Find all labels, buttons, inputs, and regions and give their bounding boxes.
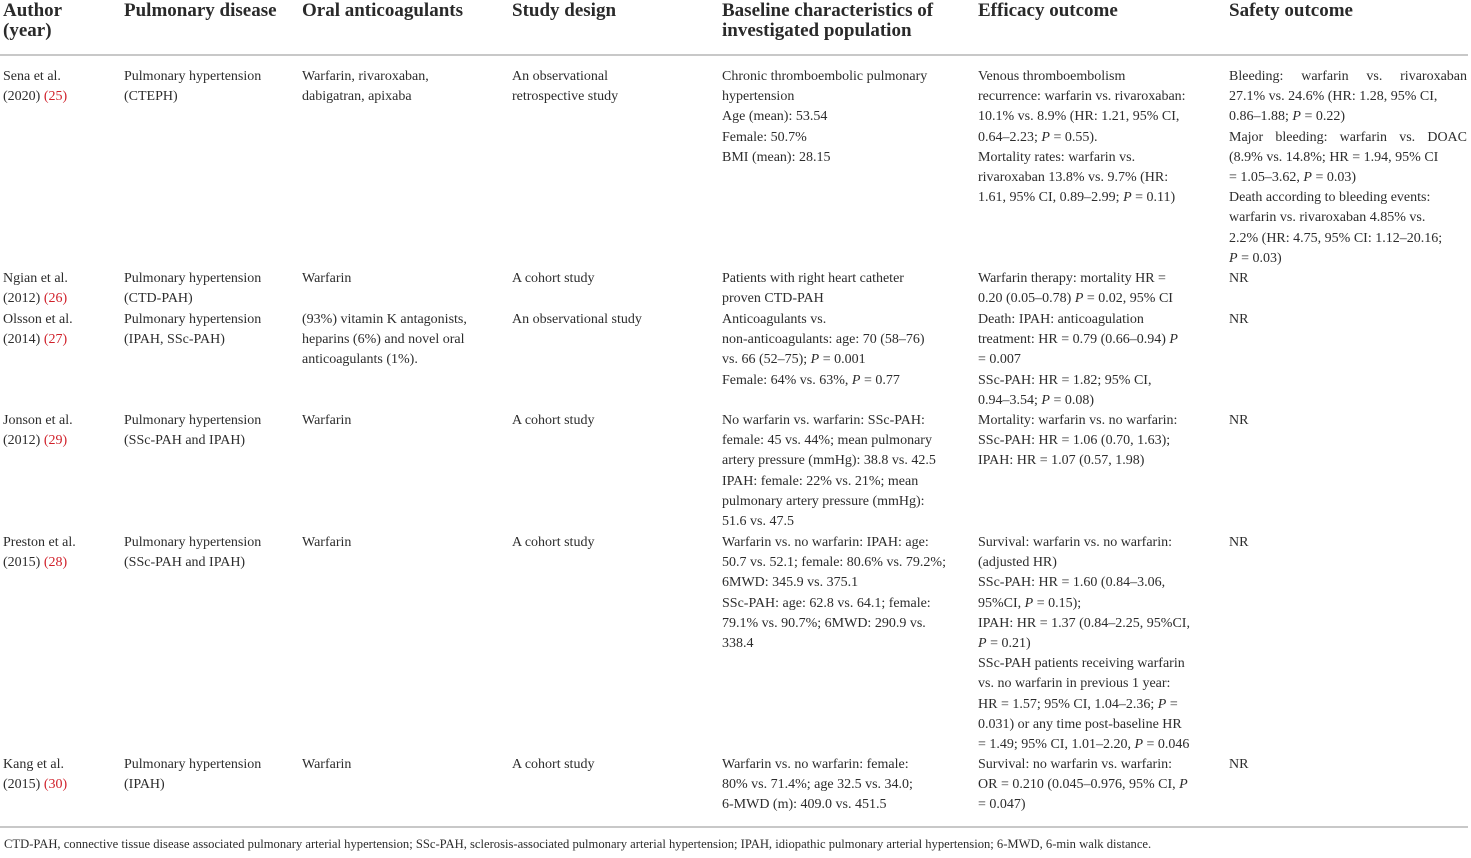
cell-line xyxy=(3,775,67,795)
cell-line xyxy=(3,431,73,451)
cell-line: IPAH: HR = 1.07 (0.57, 1.98) xyxy=(978,453,1145,469)
cell-design xyxy=(512,67,618,107)
cell-line: retrospective study xyxy=(512,89,619,105)
author-year: (2014) xyxy=(3,332,41,348)
cell-line: 95%CI, P = 0.15); xyxy=(978,595,1082,611)
cell-line: = 0.007 xyxy=(978,352,1021,368)
cell-disease xyxy=(124,269,261,309)
cell-line: NR xyxy=(1229,413,1249,428)
reference-link[interactable]: (30) xyxy=(43,777,68,793)
cell-line: female: 45 vs. 44%; mean pulmonary xyxy=(722,433,932,449)
cell-line: Ngian et al. xyxy=(3,271,68,286)
cell-safety xyxy=(1229,411,1248,431)
cell-line: Olsson et al. xyxy=(3,312,73,327)
cell-line: 6-MWD (m): 409.0 vs. 451.5 xyxy=(722,797,887,813)
cell-line: Survival: no warfarin vs. warfarin: xyxy=(978,757,1172,772)
cell-line: Death: IPAH: anticoagulation xyxy=(978,312,1144,327)
cell-line: BMI (mean): 28.15 xyxy=(722,149,831,165)
cell-line: = 1.49; 95% CI, 1.01–2.20, P = 0.046 xyxy=(978,737,1190,753)
cell-line: P = 0.03) xyxy=(1229,250,1282,266)
cell-anticoagulants xyxy=(302,310,467,371)
cell-efficacy xyxy=(978,755,1188,816)
cell-line: rivaroxaban 13.8% vs. 9.7% (HR: xyxy=(978,170,1169,186)
cell-line: 0.64–2.23; P = 0.55). xyxy=(978,129,1098,145)
cell-line: (adjusted HR) xyxy=(978,555,1057,571)
cell-line: Warfarin vs. no warfarin: IPAH: age: xyxy=(722,535,929,550)
cell-line: 6MWD: 345.9 vs. 375.1 xyxy=(722,575,859,591)
author-year: (2015) xyxy=(3,777,41,793)
bottom-rule xyxy=(0,826,1468,828)
cell-efficacy xyxy=(978,269,1173,309)
cell-line: No warfarin vs. warfarin: SSc-PAH: xyxy=(722,413,925,428)
cell-line: A cohort study xyxy=(512,535,595,550)
cell-line: 50.7 vs. 52.1; female: 80.6% vs. 79.2%; xyxy=(722,555,946,571)
cell-line: Pulmonary hypertension xyxy=(124,413,262,428)
cell-line: Warfarin xyxy=(302,413,352,428)
cell-line: An observational study xyxy=(512,312,642,327)
cell-author xyxy=(3,533,76,573)
cell-line: NR xyxy=(1229,271,1249,286)
cell-line: P = 0.21) xyxy=(978,636,1031,652)
cell-efficacy xyxy=(978,67,1186,208)
cell-line: warfarin vs. rivaroxaban 4.85% vs. xyxy=(1229,210,1426,226)
cell-line: non-anticoagulants: age: 70 (58–76) xyxy=(722,332,925,348)
cell-baseline xyxy=(722,533,946,654)
cell-line: (CTD-PAH) xyxy=(124,291,193,307)
cell-line xyxy=(3,553,76,573)
header-author-line1: Author xyxy=(3,0,63,21)
cell-line: NR xyxy=(1229,312,1249,327)
cell-line: (CTEPH) xyxy=(124,89,178,105)
table-header xyxy=(0,0,1471,56)
cell-line: A cohort study xyxy=(512,271,595,286)
header-efficacy: Efficacy outcome xyxy=(978,0,1118,21)
cell-line: Female: 50.7% xyxy=(722,129,807,145)
cell-line: 338.4 xyxy=(722,636,754,652)
cell-line: IPAH: HR = 1.37 (0.84–2.25, 95%CI, xyxy=(978,615,1190,631)
cell-line xyxy=(3,87,67,107)
cell-line: Warfarin xyxy=(302,535,352,550)
cell-line: HR = 1.57; 95% CI, 1.04–2.36; P = xyxy=(978,696,1178,712)
cell-line: Warfarin vs. no warfarin: female: xyxy=(722,757,909,772)
cell-safety xyxy=(1229,269,1248,289)
header-author-line2: (year) xyxy=(3,20,52,41)
cell-design xyxy=(512,411,594,431)
cell-disease xyxy=(124,411,261,451)
cell-baseline xyxy=(722,67,927,168)
cell-line: 80% vs. 71.4%; age 32.5 vs. 34.0; xyxy=(722,777,913,793)
header-safety: Safety outcome xyxy=(1229,0,1353,21)
cell-line: 0.94–3.54; P = 0.08) xyxy=(978,392,1095,408)
cell-line: = 1.05–3.62, P = 0.03) xyxy=(1229,170,1357,186)
header-author xyxy=(3,1,62,41)
cell-line: Survival: warfarin vs. no warfarin: xyxy=(978,535,1172,550)
author-year: (2012) xyxy=(3,433,41,449)
cell-line: SSc-PAH: age: 62.8 vs. 64.1; female: xyxy=(722,595,931,611)
cell-line: 51.6 vs. 47.5 xyxy=(722,514,794,530)
cell-line: Warfarin therapy: mortality HR = xyxy=(978,271,1166,286)
cell-line: 0.031) or any time post-baseline HR xyxy=(978,716,1182,732)
cell-author xyxy=(3,411,73,451)
cell-line: artery pressure (mmHg): 38.8 vs. 42.5 xyxy=(722,453,936,469)
cell-line: 79.1% vs. 90.7%; 6MWD: 290.9 vs. xyxy=(722,615,926,631)
author-year: (2015) xyxy=(3,555,41,571)
cell-line: (SSc-PAH and IPAH) xyxy=(124,555,246,571)
cell-efficacy xyxy=(978,310,1178,411)
cell-line: SSc-PAH patients receiving warfarin xyxy=(978,656,1185,672)
cell-line: NR xyxy=(1229,757,1249,772)
cell-line: Bleeding: warfarin vs. rivaroxaban xyxy=(1229,69,1467,84)
cell-line: (93%) vitamin K antagonists, xyxy=(302,312,467,327)
cell-line: Pulmonary hypertension xyxy=(124,757,262,772)
header-rule xyxy=(0,54,1468,56)
cell-line: (IPAH, SSc-PAH) xyxy=(124,332,225,348)
cell-line: recurrence: warfarin vs. rivaroxaban: xyxy=(978,89,1186,105)
cell-author xyxy=(3,310,73,350)
cell-line: treatment: HR = 0.79 (0.66–0.94) P xyxy=(978,332,1178,348)
header-anticoagulants: Oral anticoagulants xyxy=(302,0,463,21)
author-year: (2020) xyxy=(3,89,41,105)
cell-line: Warfarin xyxy=(302,271,352,286)
cell-line: Chronic thromboembolic pulmonary xyxy=(722,69,928,84)
cell-line: 0.86–1.88; P = 0.22) xyxy=(1229,109,1346,125)
cell-line: (IPAH) xyxy=(124,777,165,793)
cell-line: An observational xyxy=(512,69,609,84)
cell-line: Pulmonary hypertension xyxy=(124,69,262,84)
cell-safety xyxy=(1229,533,1248,553)
header-baseline-line1: Baseline characteristics of xyxy=(722,0,934,21)
cell-anticoagulants xyxy=(302,533,351,553)
cell-line: (SSc-PAH and IPAH) xyxy=(124,433,246,449)
cell-safety xyxy=(1229,67,1467,269)
cell-design xyxy=(512,533,594,553)
cell-baseline xyxy=(722,269,904,309)
cell-line: heparins (6%) and novel oral xyxy=(302,332,465,348)
cell-line: Anticoagulants vs. xyxy=(722,312,827,327)
cell-line: 27.1% vs. 24.6% (HR: 1.28, 95% CI, xyxy=(1229,89,1438,105)
cell-anticoagulants xyxy=(302,755,351,775)
cell-line: 2.2% (HR: 4.75, 95% CI: 1.12–20.16; xyxy=(1229,230,1443,246)
header-study-design: Study design xyxy=(512,0,617,21)
cell-line: proven CTD-PAH xyxy=(722,291,824,307)
cell-line: hypertension xyxy=(722,89,795,105)
cell-disease xyxy=(124,67,261,107)
reference-link[interactable]: (29) xyxy=(43,433,68,449)
cell-line: Pulmonary hypertension xyxy=(124,312,262,327)
cell-line: vs. no warfarin in previous 1 year: xyxy=(978,676,1171,692)
reference-link[interactable]: (28) xyxy=(43,555,68,571)
cell-baseline xyxy=(722,310,925,391)
cell-baseline xyxy=(722,411,936,532)
cell-line: = 0.047) xyxy=(978,797,1026,813)
cell-line: NR xyxy=(1229,535,1249,550)
table-footnote: CTD-PAH, connective tissue disease associated pulmonary arterial hypertension; SSc-PAH, sclerosis-associated pulmonary arterial hypertension; IPAH, idiopathic pulmonary arterial hypertension; 6-MWD, 6-min walk distance. xyxy=(4,837,1152,851)
cell-safety xyxy=(1229,755,1248,775)
cell-line: vs. 66 (52–75); P = 0.001 xyxy=(722,352,866,368)
cell-line: Patients with right heart catheter xyxy=(722,271,904,286)
header-baseline-line2: investigated population xyxy=(722,20,912,41)
cell-line: Warfarin, rivaroxaban, xyxy=(302,69,429,84)
cell-line: Preston et al. xyxy=(3,535,76,550)
author-year: (2012) xyxy=(3,291,41,307)
cell-line: Venous thromboembolism xyxy=(978,69,1126,84)
cell-line: Mortality: warfarin vs. no warfarin: xyxy=(978,413,1178,428)
cell-line: OR = 0.210 (0.045–0.976, 95% CI, P xyxy=(978,777,1188,793)
cell-disease xyxy=(124,755,261,795)
cell-line: 10.1% vs. 8.9% (HR: 1.21, 95% CI, xyxy=(978,109,1180,125)
reference-link[interactable]: (26) xyxy=(43,291,68,307)
cell-anticoagulants xyxy=(302,411,351,431)
cell-anticoagulants xyxy=(302,67,429,107)
cell-line: A cohort study xyxy=(512,757,595,772)
cell-line: Sena et al. xyxy=(3,69,61,84)
cell-line: SSc-PAH: HR = 1.60 (0.84–3.06, xyxy=(978,575,1166,591)
cell-line: Death according to bleeding events: xyxy=(1229,190,1431,206)
cell-safety xyxy=(1229,310,1248,330)
cell-line: SSc-PAH: HR = 1.82; 95% CI, xyxy=(978,372,1152,388)
cell-line: SSc-PAH: HR = 1.06 (0.70, 1.63); xyxy=(978,433,1171,449)
cell-disease xyxy=(124,310,261,350)
cell-line: 1.61, 95% CI, 0.89–2.99; P = 0.11) xyxy=(978,190,1176,206)
cell-design xyxy=(512,269,594,289)
cell-efficacy xyxy=(978,411,1177,472)
cell-anticoagulants xyxy=(302,269,351,289)
cell-line: dabigatran, apixaba xyxy=(302,89,412,105)
cell-line: Major bleeding: warfarin vs. DOAC xyxy=(1229,129,1467,145)
cell-line: Age (mean): 53.54 xyxy=(722,109,828,125)
cell-line: Jonson et al. xyxy=(3,413,73,428)
cell-line xyxy=(3,330,73,350)
cell-baseline xyxy=(722,755,913,816)
cell-line: A cohort study xyxy=(512,413,595,428)
cell-author xyxy=(3,755,67,795)
cell-line: (8.9% vs. 14.8%; HR = 1.94, 95% CI xyxy=(1229,149,1439,165)
cell-line: Pulmonary hypertension xyxy=(124,535,262,550)
cell-line: pulmonary artery pressure (mmHg): xyxy=(722,493,925,509)
cell-author xyxy=(3,67,67,107)
cell-line: 0.20 (0.05–0.78) P = 0.02, 95% CI xyxy=(978,291,1173,307)
cell-line: Pulmonary hypertension xyxy=(124,271,262,286)
cell-line: Kang et al. xyxy=(3,757,65,772)
header-baseline xyxy=(722,1,933,41)
reference-link[interactable]: (27) xyxy=(43,332,68,348)
cell-line xyxy=(3,289,68,309)
cell-author xyxy=(3,269,68,309)
cell-disease xyxy=(124,533,261,573)
cell-line: Warfarin xyxy=(302,757,352,772)
cell-efficacy xyxy=(978,533,1190,755)
cell-line: Mortality rates: warfarin vs. xyxy=(978,149,1136,165)
cell-design xyxy=(512,310,642,330)
cell-line: Female: 64% vs. 63%, P = 0.77 xyxy=(722,372,900,388)
cell-line: anticoagulants (1%). xyxy=(302,352,418,368)
reference-link[interactable]: (25) xyxy=(43,89,68,105)
cell-line: IPAH: female: 22% vs. 21%; mean xyxy=(722,473,919,489)
cell-design xyxy=(512,755,594,775)
header-disease: Pulmonary disease xyxy=(124,0,277,21)
